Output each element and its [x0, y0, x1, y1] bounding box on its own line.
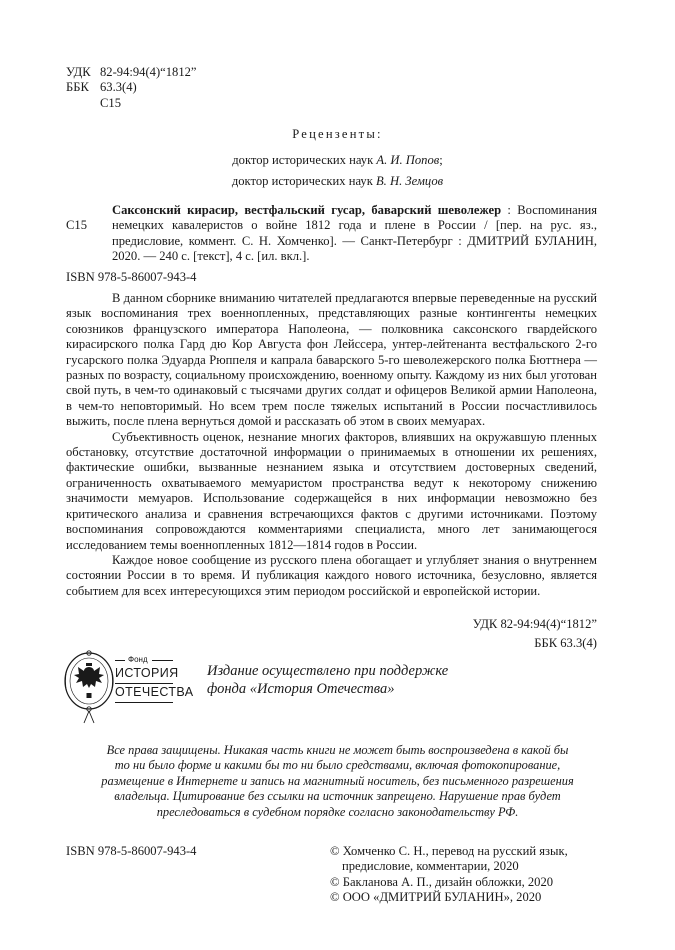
logo-rule-left: [115, 660, 125, 661]
logo-rule-middle: [115, 683, 173, 684]
udk-value: 82-94:94(4)“1812”: [100, 65, 197, 79]
author-mark: С15: [100, 95, 121, 110]
reviewer-1: [0, 153, 675, 168]
reviewer-2-name: В. Н. Земцов: [375, 174, 444, 188]
copyright-block: [330, 844, 568, 906]
fund-emblem-icon: [62, 637, 192, 727]
logo-rule-right: [152, 660, 173, 661]
rights-line-5: преследоваться в судебном порядке согласно законодательству РФ.: [156, 804, 519, 819]
copyright-line-3: © Бакланова А. П., дизайн обложки, 2020: [330, 874, 554, 889]
fund-name-line-1: ИСТОРИЯ: [115, 666, 179, 680]
rights-notice: [66, 743, 609, 820]
isbn-top: ISBN 978-5-86007-943-4: [66, 270, 197, 284]
copyright-line-2: предисловие, комментарии, 2020: [342, 859, 519, 874]
rights-line-4: владельца. Цитирование без ссылки на источник запрещено. Нарушение прав будет: [114, 789, 561, 804]
copyright-line-4: © ООО «ДМИТРИЙ БУЛАНИН», 2020: [330, 890, 542, 905]
annotation-paragraph-3: Каждое новое сообщение из русского плена обогащает и углубляет знания о внутреннем состоянии России в то время. И публикация каждого нового источника, безусловно, является событием для всех интересующихся этим периодом российской и европейской истории.: [66, 552, 597, 598]
book-title: Саксонский кирасир, вестфальский гусар, баварский шеволежер: [112, 203, 502, 217]
support-note: [207, 662, 448, 698]
rights-line-2: то ни было форме и какими бы то ни было средствами, включая фотокопирование,: [114, 758, 561, 773]
bbk-right: ББК 63.3(4): [534, 635, 597, 650]
rights-line-1: Все права защищены. Никакая часть книги не может быть воспроизведена в какой бы: [106, 743, 569, 757]
bibliographic-author-mark: С15: [66, 218, 87, 232]
bbk-value: 63.3(4): [100, 80, 137, 95]
logo-rule-bottom: [115, 702, 173, 703]
reviewer-1-punct: ;: [439, 153, 443, 167]
reviewer-1-degree: доктор исторических наук: [232, 153, 374, 167]
reviewer-1-name: А. И. Попов: [376, 153, 440, 167]
fund-name-line-2: ОТЕЧЕСТВА: [115, 685, 194, 699]
annotation-paragraph-2: Субъективность оценок, незнание многих факторов, влиявших на окружавшую пленных обстановку, отсутствие достаточной информации о принимаемых в отношении их решениях, фактические ошибки, вызванные незнанием языка и отсутствием достоверных сведений, ограниченность охватываемого мемуаристом пространства ведут к некоторому снижению значимости мемуаров. Использование содержащейся в них информации невозможно без критического анализа и сравнения встречающихся фактов с другими источниками. Поэтому воспоминания сопровождаются комментариями специалиста, много лет занимающегося исследованием темы военнопленных 1812—1814 годов в России.: [66, 429, 597, 552]
support-line-1: Издание осуществлено при поддержке: [207, 663, 449, 679]
bibliographic-description: [112, 203, 597, 265]
support-line-2: фонда «История Отечества»: [207, 681, 395, 697]
annotation: [66, 291, 597, 599]
reviewers-heading: Рецензенты:: [292, 127, 383, 141]
rights-line-3: размещение в Интернете и запись на магнитный носитель, без письменного разрешения: [101, 773, 574, 788]
fund-small-label: Фонд: [128, 655, 148, 664]
reviewer-2: [0, 174, 675, 189]
classification-codes-right: [473, 617, 597, 655]
bbk-label: ББК: [66, 80, 89, 95]
annotation-paragraph-1: В данном сборнике вниманию читателей предлагаются впервые переведенные на русский язык воспоминания трех военнопленных, представляющих разные контингенты немецких союзников французского императора Наполеона, — полковника саксонского гвардейского кирасирского полка Гард дю Кор Августа фон Лейссера, унтер-лейтенанта вестфальского 2-го гусарского полка Эдуарда Рюппеля и капрала баварского 5-го шеволежерского полка Бюттнера — разных по возрасту, социальному происхождению, военному опыту. Каждому из них был уготован свой путь, в чем-то одинаковый с тысячами других солдат и офицеров Великой армии Наполеона, в чем-то неповторимый. Но всем трем после тяжелых испытаний в России посчастливилось выжить, после плена вернуться домой и рассказать об этом в своих мемуарах.: [66, 291, 597, 429]
udk-label: УДК: [66, 65, 91, 79]
classification-codes: [66, 65, 197, 111]
reviewer-2-degree: доктор исторических наук: [231, 174, 373, 188]
udk-right: УДК 82-94:94(4)“1812”: [472, 617, 597, 631]
bibliographic-rest: : Воспоминания немецких кавалеристов о войне 1812 года и плене в России / [пер. на рус. яз., предисловие, коммент. С. Н. Хомченко]. — Санкт-Петербург : ДМИТРИЙ БУЛАНИН, 2020. — 240 с. [текст], 4 с. [ил. вкл.].: [112, 203, 597, 264]
isbn-bottom: ISBN 978-5-86007-943-4: [66, 844, 197, 858]
copyright-line-1: © Хомченко С. Н., перевод на русский язык,: [330, 844, 568, 858]
